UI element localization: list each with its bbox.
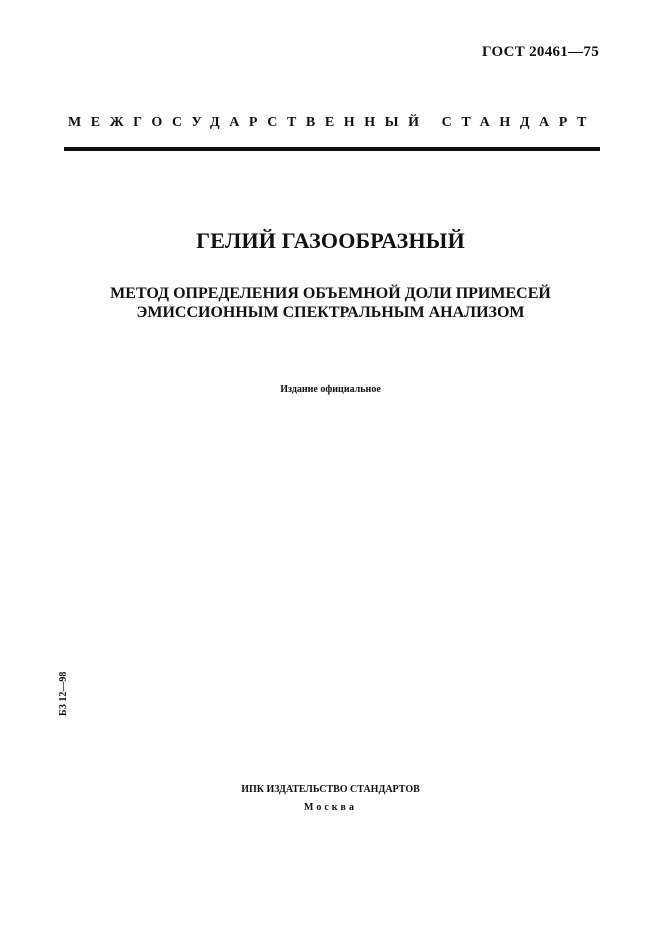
header-divider [64,147,600,151]
document-code: ГОСТ 20461—75 [481,44,599,60]
subtitle-line-2: ЭМИССИОННЫМ СПЕКТРАЛЬНЫМ АНАЛИЗОМ [136,304,525,321]
interstate-standard-label: МЕЖГОСУДАРСТВЕННЫЙ СТАНДАРТ [67,115,597,130]
side-catalog-mark: БЗ 12—98 [58,671,69,717]
document-title: ГЕЛИЙ ГАЗООБРАЗНЫЙ [196,228,465,253]
subtitle-line-1: МЕТОД ОПРЕДЕЛЕНИЯ ОБЪЕМНОЙ ДОЛИ ПРИМЕСЕЙ [110,285,551,302]
official-edition-note: Издание официальное [280,384,381,395]
publisher-name: ИПК ИЗДАТЕЛЬСТВО СТАНДАРТОВ [241,784,420,795]
publisher-city: Москва [304,802,357,813]
document-subtitle [0,284,661,322]
